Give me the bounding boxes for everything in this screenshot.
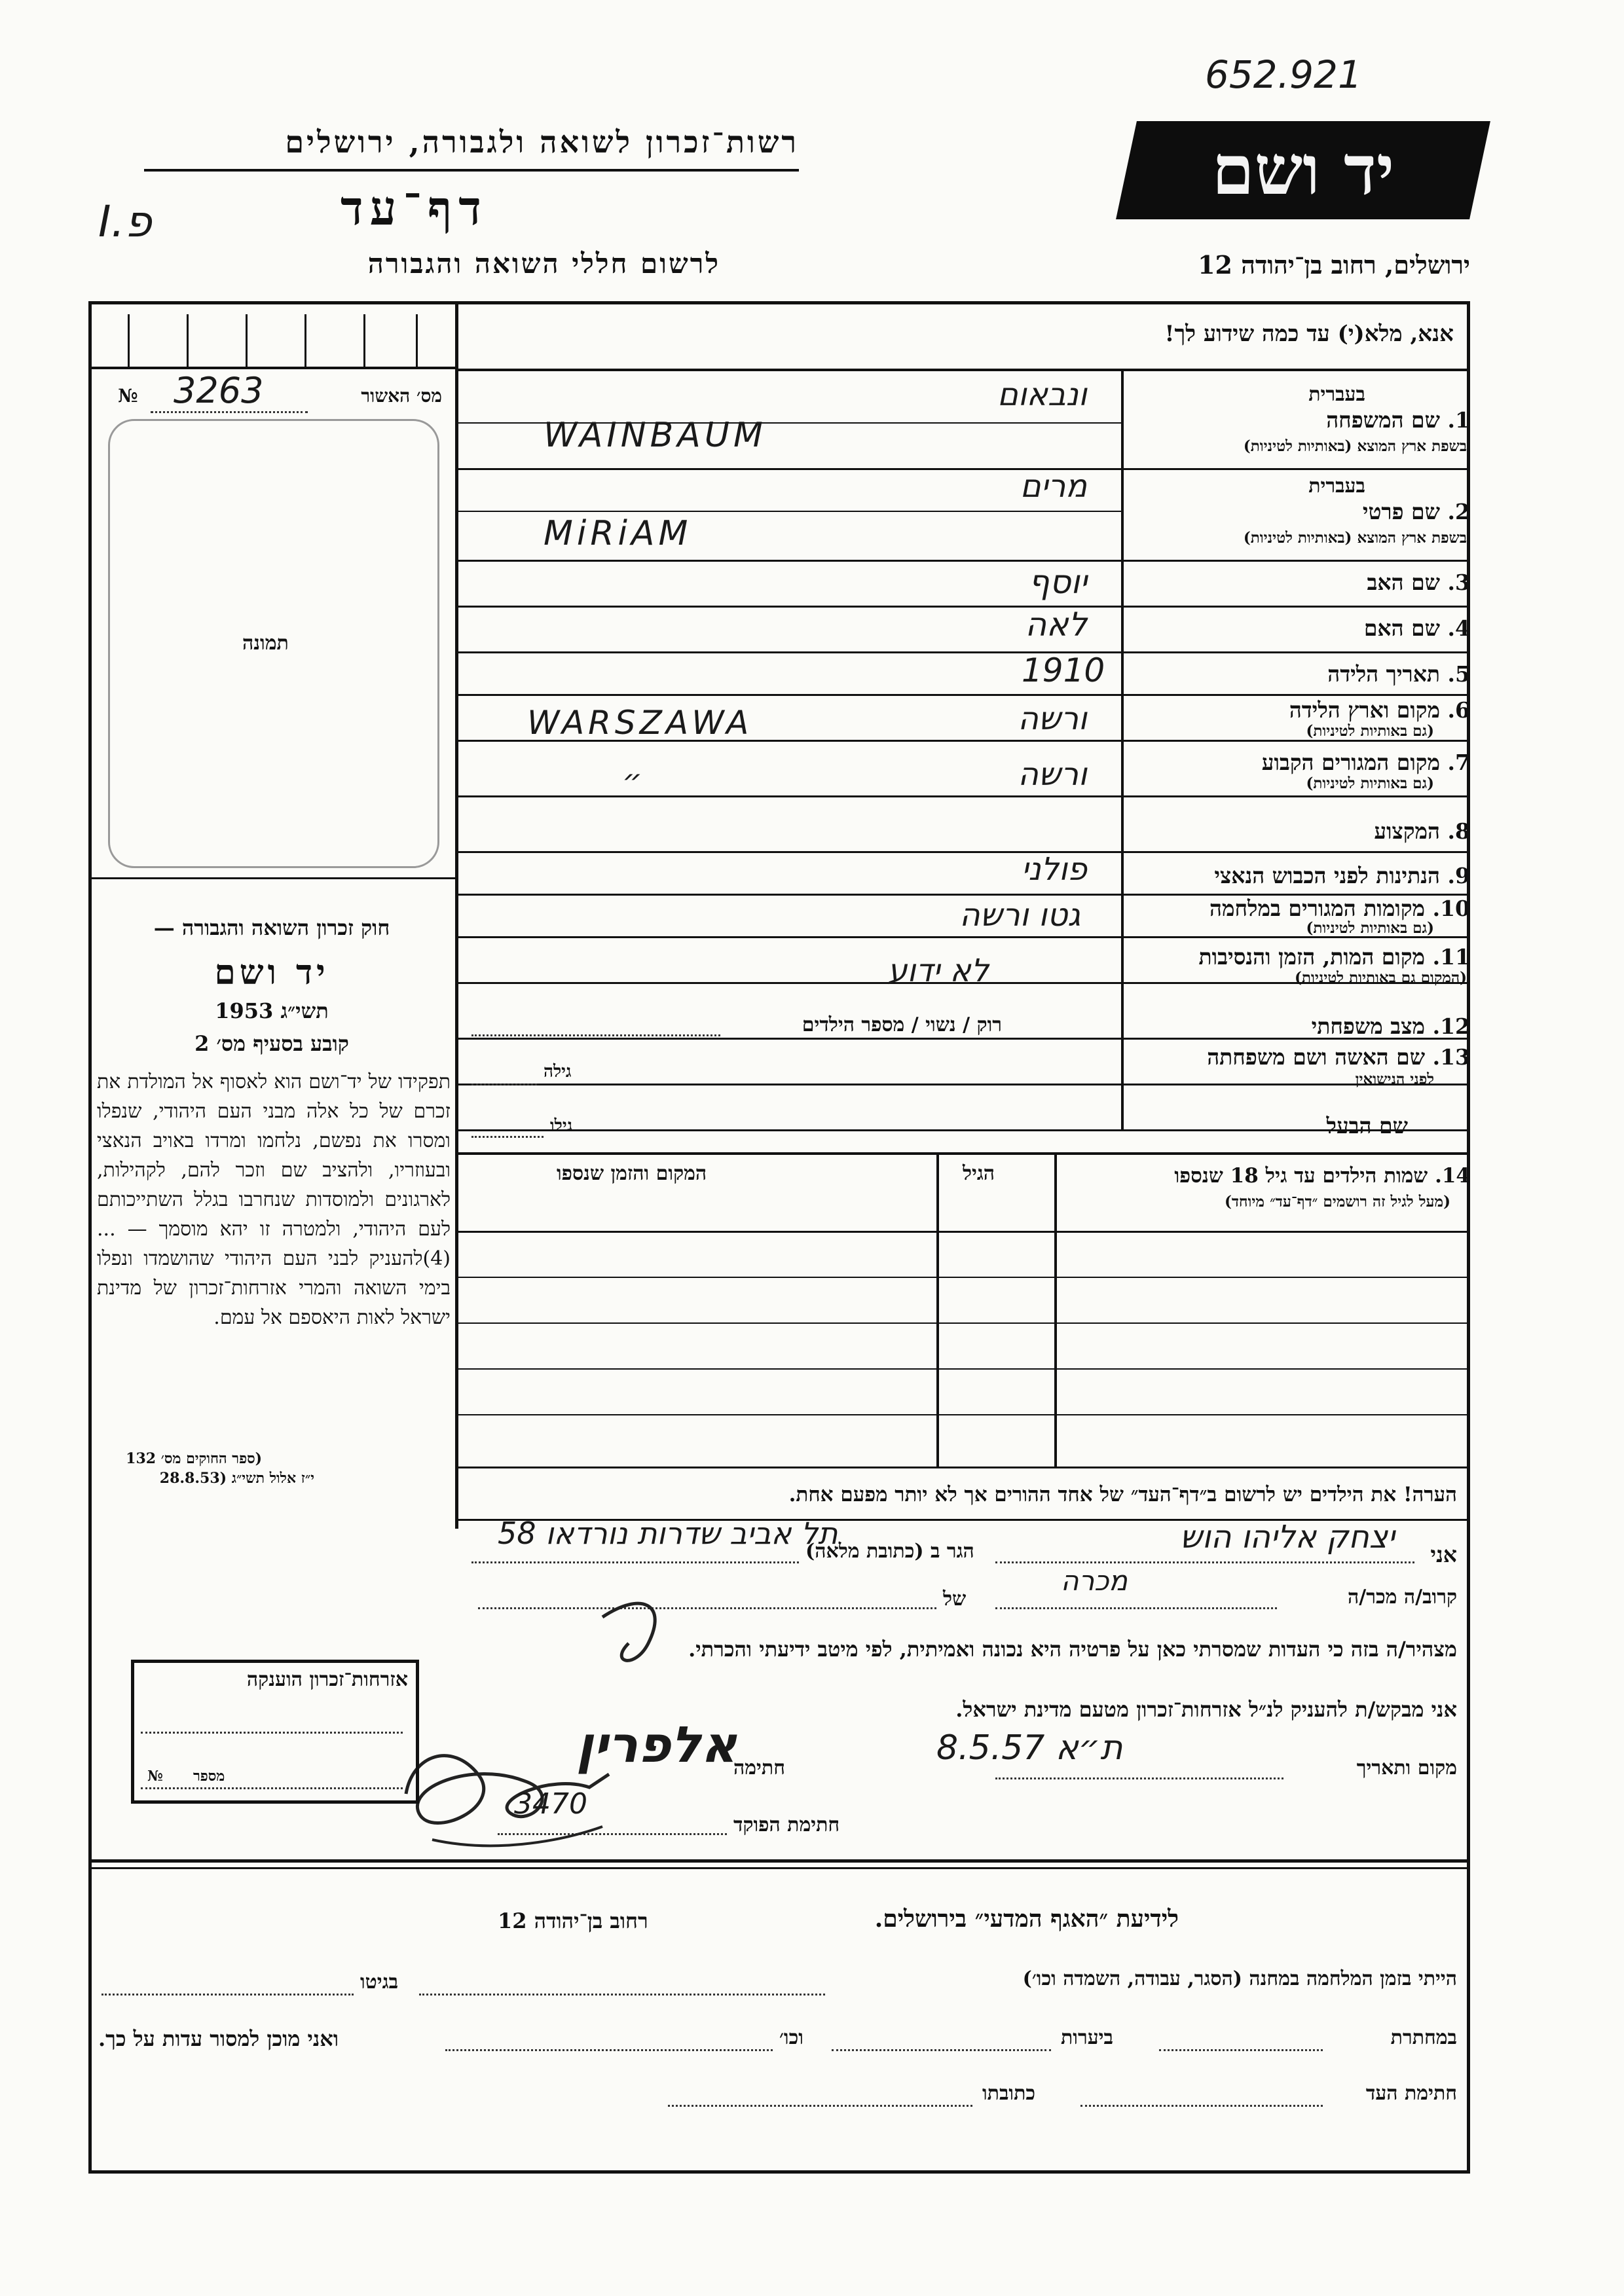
field-6-value-hebrew: ורשה [1018, 701, 1087, 737]
declarant-name: יצחק אליהו הוש [1179, 1519, 1395, 1556]
field-1-label [1326, 407, 1470, 433]
citizenship-stamp [131, 1660, 419, 1804]
form-title: דף־עד [341, 180, 488, 236]
address: ירושלים, רחוב בן־יהודה 12 [1198, 250, 1470, 280]
field-4-label: 4. שם האם [1363, 615, 1470, 641]
wife-age-label: גילה [544, 1062, 572, 1082]
field-9-value: פולני [1021, 851, 1087, 888]
authority-name: רשות־זכרון לשואה ולגבורה, ירושלים [285, 124, 799, 160]
footer-underground: במחתרת [1390, 2026, 1457, 2049]
field-2-label [1363, 499, 1470, 525]
field-6-sub: (גם באותיות לטיניות) [1306, 722, 1434, 740]
approval-number: 3263 [174, 370, 264, 411]
logo-text: יד ושם [1211, 130, 1395, 210]
tick-boxes [88, 301, 455, 367]
field-2-num: 2. [1447, 499, 1470, 524]
of-label: של [943, 1588, 967, 1611]
field-7-value-hebrew: ורשה [1018, 756, 1087, 793]
field-3-value: יוסף [1028, 563, 1087, 601]
field-1-num: 1. [1447, 407, 1470, 433]
field-4-value: לאה [1025, 606, 1087, 644]
field-7-sub: (גם באותיות לטיניות) [1306, 774, 1434, 792]
form-subtitle: לרשום חללי השואה והגבורה [367, 247, 720, 280]
relative-label: קרוב/ה מכר/ה [1348, 1586, 1457, 1609]
signature-label: חתימה [733, 1757, 785, 1779]
footer-line1: הייתי בזמן המלחמה במחנה (הסגר, עבודה, השמדה וכו׳) [1022, 1967, 1457, 1990]
field-6-value-latin: WARSZAWA [527, 704, 753, 742]
field-1-name: שם המשפחה [1326, 407, 1441, 433]
resident-label: הגר ב (כתובת מלאה) [805, 1540, 974, 1563]
children-label: 14. שמות הילדים עד גיל 18 שנספו [1174, 1164, 1470, 1188]
footer-title: לידיעת ״האגף המדעי״ בירושלים. [874, 1905, 1179, 1933]
field-13-label: 13. שם האשה ושם משפחתה [1207, 1044, 1470, 1070]
signature-text: אלפרין [576, 1715, 737, 1774]
field-2-name: שם פרטי [1362, 499, 1441, 524]
field-2-sub-hebrew: בעברית [1308, 475, 1365, 498]
officer-number: 3470 [514, 1787, 587, 1821]
field-11-sub: (המקום גם באותיות לטיניות) [1295, 969, 1467, 987]
place-date-value: 8.5.57 ת״א [936, 1728, 1123, 1768]
notice: אנא, מלא(י) עד כמה שידוע לך! [1164, 321, 1454, 347]
husband-age-label: גילו [550, 1116, 573, 1136]
authority-underline [144, 169, 799, 172]
law-name: יד ושם [214, 953, 329, 993]
label-column-border [1121, 370, 1124, 1129]
field-10-value: גטו ורשה [959, 897, 1080, 934]
photo-label: תמונה [242, 632, 289, 655]
field-1-sub-hebrew: בעברית [1308, 383, 1365, 406]
request-text: אני מבקש/ת להעניק לנ״ל אזרחות־זכרון מטעם מדינת ישראל. [955, 1697, 1457, 1722]
field-10-label: 10. מקומות המגורים במלחמה [1209, 896, 1470, 921]
margin-note: I.פ [98, 196, 152, 247]
field-2-value-latin: MiRiAM [544, 514, 692, 553]
field-1-sub-latin: בשפת ארץ המוצא (באותיות לטיניות) [1243, 437, 1467, 455]
field-11-label: 11. מקום המות, הזמן והנסיבות [1198, 944, 1470, 970]
footer-ghetto: בגיטו [360, 1971, 399, 1994]
footer-witness-address: כתובתו [982, 2082, 1036, 2105]
law-title: חוק זכרון השואה והגבורה — [153, 915, 390, 940]
stamp-title: אזרחות־זכרון הוענקה [246, 1668, 408, 1691]
field-12-label: 12. מצב משפחתי [1311, 1013, 1470, 1039]
law-text: תפקידו של יד־ושם הוא לאסוף אל המולדת את זכרם של כל אלה מבני העם היהודי, שנפלו ומסרו את נפשם, נלחמו ומרדו באויב הנאצי ובעוזריו, ולהציב שם וזכר להם, לקהילות, לארגונים ולמוסדות שנחרבו בגלל השתייכותם לעם היהודי, ולמטרה זו יהא מוסמך — ...(4)להעניק לבני העם היהודי שהושמדו ונפלו בימי השואה והמרי אזרחות־זכרון של מדינת ישראל לאות היאספם אל עמם. [97, 1070, 451, 1329]
declarant-address: תל אביב שדרות נורדאו 58 [498, 1516, 838, 1551]
field-5-value: 1910 [1022, 651, 1105, 689]
field-7-value-latin: ״ [622, 763, 642, 799]
i-label: אני [1430, 1542, 1457, 1567]
field-2-sub-latin: בשפת ארץ המוצא (באותיות לטיניות) [1243, 529, 1467, 547]
field-7-label: 7. מקום המגורים הקבוע [1261, 750, 1470, 775]
approval-mark: № [118, 385, 138, 407]
field-2-value-hebrew: מרים [1020, 468, 1087, 505]
children-sub: (מעל לגיל זה רושמים ״דף־עד״ מיוחד) [1224, 1193, 1450, 1211]
left-column-border [455, 301, 458, 1529]
field-6-label: 6. מקום וארץ הלידה [1289, 697, 1470, 723]
relation: מכרה [1061, 1565, 1128, 1597]
approval-label: מס׳ האשור [361, 385, 442, 407]
field-9-label: 9. הנתינות לפני הכבוש הנאצי [1214, 863, 1470, 888]
stamp-number-mark: № [147, 1768, 163, 1785]
field-11-value: לא ידוע [887, 953, 989, 989]
children-col-age: הגיל [963, 1162, 995, 1185]
law-clause: קובע בסעיף מס׳ 2 [194, 1031, 349, 1056]
marital-status-options: רוק / נשוי / מספר הילדים [802, 1013, 1002, 1036]
husband-label: שם הבעל [1326, 1113, 1408, 1139]
law-source-a: (ספר החוקים מס׳ 132 [126, 1450, 262, 1467]
footer-ready: ואני מוכן למסור עדות על כך. [98, 2026, 339, 2051]
footer-witness-signature: חתימת העד [1365, 2082, 1457, 2105]
field-13-sub: לפני הנישואין [1355, 1070, 1434, 1088]
archive-number: 652.921 [1205, 52, 1362, 97]
footer-etc: וכו׳ [779, 2026, 803, 2049]
law-year: תשי״ג 1953 [215, 998, 329, 1023]
field-5-label: 5. תאריך הלידה [1327, 661, 1470, 687]
yad-vashem-logo [1116, 121, 1490, 219]
footer-forests: ביערות [1061, 2026, 1114, 2049]
children-col-place: המקום והזמן שנספו [557, 1162, 707, 1185]
law-source-b: י״ז אלול תשי״ג (28.8.53 [159, 1470, 314, 1487]
field-1-value-hebrew: ונבאום [997, 376, 1087, 413]
field-10-sub: (גם באותיות לטיניות) [1306, 919, 1434, 937]
children-note: הערה! את הילדים יש לרשום ב״דף־העד״ של אחד ההורים אך לא יותר מפעם אחת. [788, 1483, 1457, 1506]
place-date-label: מקום ותאריך [1356, 1757, 1457, 1779]
field-8-label: 8. המקצוע [1374, 818, 1470, 844]
stamp-number-label: מספר [193, 1768, 225, 1785]
declaration-text: מצהיר/ה בזה כי העדות שמסרתי כאן על פרטיה היא נכונה ואמיתית, לפי מיטב ידיעתי והכרתי. [688, 1637, 1457, 1662]
officer-label: חתימת הפוקד [733, 1813, 840, 1836]
field-1-value-latin: WAINBAUM [544, 416, 767, 455]
field-3-label: 3. שם האב [1367, 570, 1470, 595]
footer-address: רחוב בן־יהודה 12 [498, 1908, 648, 1933]
